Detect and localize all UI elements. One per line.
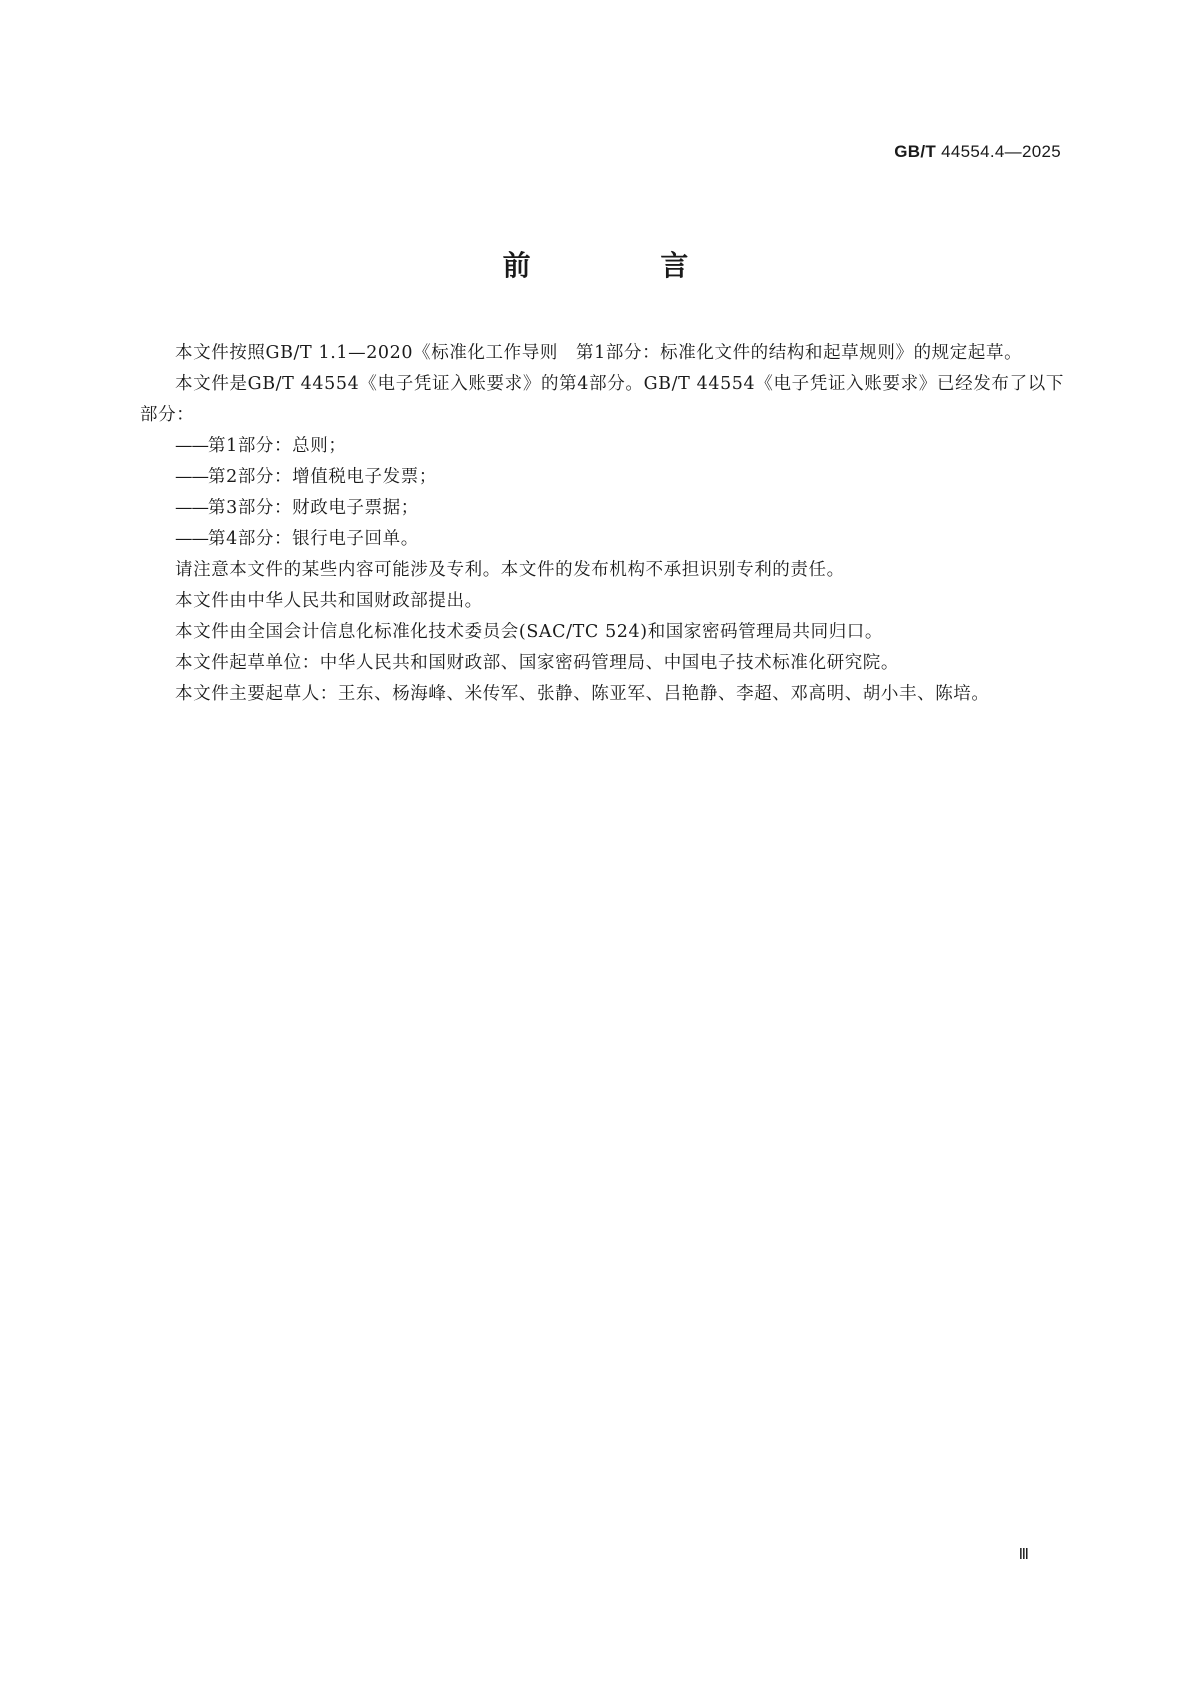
standard-code: 44554.4—2025 xyxy=(941,142,1061,161)
list-item-text: 第2部分：增值税电子发票； xyxy=(208,467,437,487)
paragraph-administration: 本文件由全国会计信息化标准化技术委员会(SAC/TC 524)和国家密码管理局共同归口。 xyxy=(175,622,883,642)
list-item-text: 第1部分：总则； xyxy=(208,436,347,456)
list-item-text: 第4部分：银行电子回单。 xyxy=(208,529,419,549)
paragraph-drafting-rules: 本文件按照GB/T 1.1—2020《标准化工作导则 第1部分：标准化文件的结构和起草规则》的规定起草。 xyxy=(175,343,1023,363)
page-number: Ⅲ xyxy=(1018,1547,1029,1563)
foreword-body xyxy=(140,338,1064,710)
list-item xyxy=(140,462,1064,493)
standard-number xyxy=(894,142,1061,162)
list-item xyxy=(140,524,1064,555)
dash-marker: —— xyxy=(175,467,208,487)
paragraph-patent-notice: 请注意本文件的某些内容可能涉及专利。本文件的发布机构不承担识别专利的责任。 xyxy=(175,560,845,580)
standard-prefix: GB/T xyxy=(894,142,937,161)
dash-marker: —— xyxy=(175,436,208,456)
paragraph-drafting-units: 本文件起草单位：中华人民共和国财政部、国家密码管理局、中国电子技术标准化研究院。 xyxy=(175,653,899,673)
list-item-text: 第3部分：财政电子票据； xyxy=(208,498,419,518)
page-title: 前 言 xyxy=(502,249,749,282)
list-item xyxy=(140,431,1064,462)
paragraph-part-info: 本文件是GB/T 44554《电子凭证入账要求》的第4部分。GB/T 44554《电子凭证入账要求》已经发布了以下部分： xyxy=(140,374,1064,425)
paragraph-drafters: 本文件主要起草人：王东、杨海峰、米传军、张静、陈亚军、吕艳静、李超、邓高明、胡小丰、陈培。 xyxy=(175,684,990,704)
dash-marker: —— xyxy=(175,498,208,518)
list-item xyxy=(140,493,1064,524)
dash-marker: —— xyxy=(175,529,208,549)
paragraph-proposer: 本文件由中华人民共和国财政部提出。 xyxy=(175,591,483,611)
